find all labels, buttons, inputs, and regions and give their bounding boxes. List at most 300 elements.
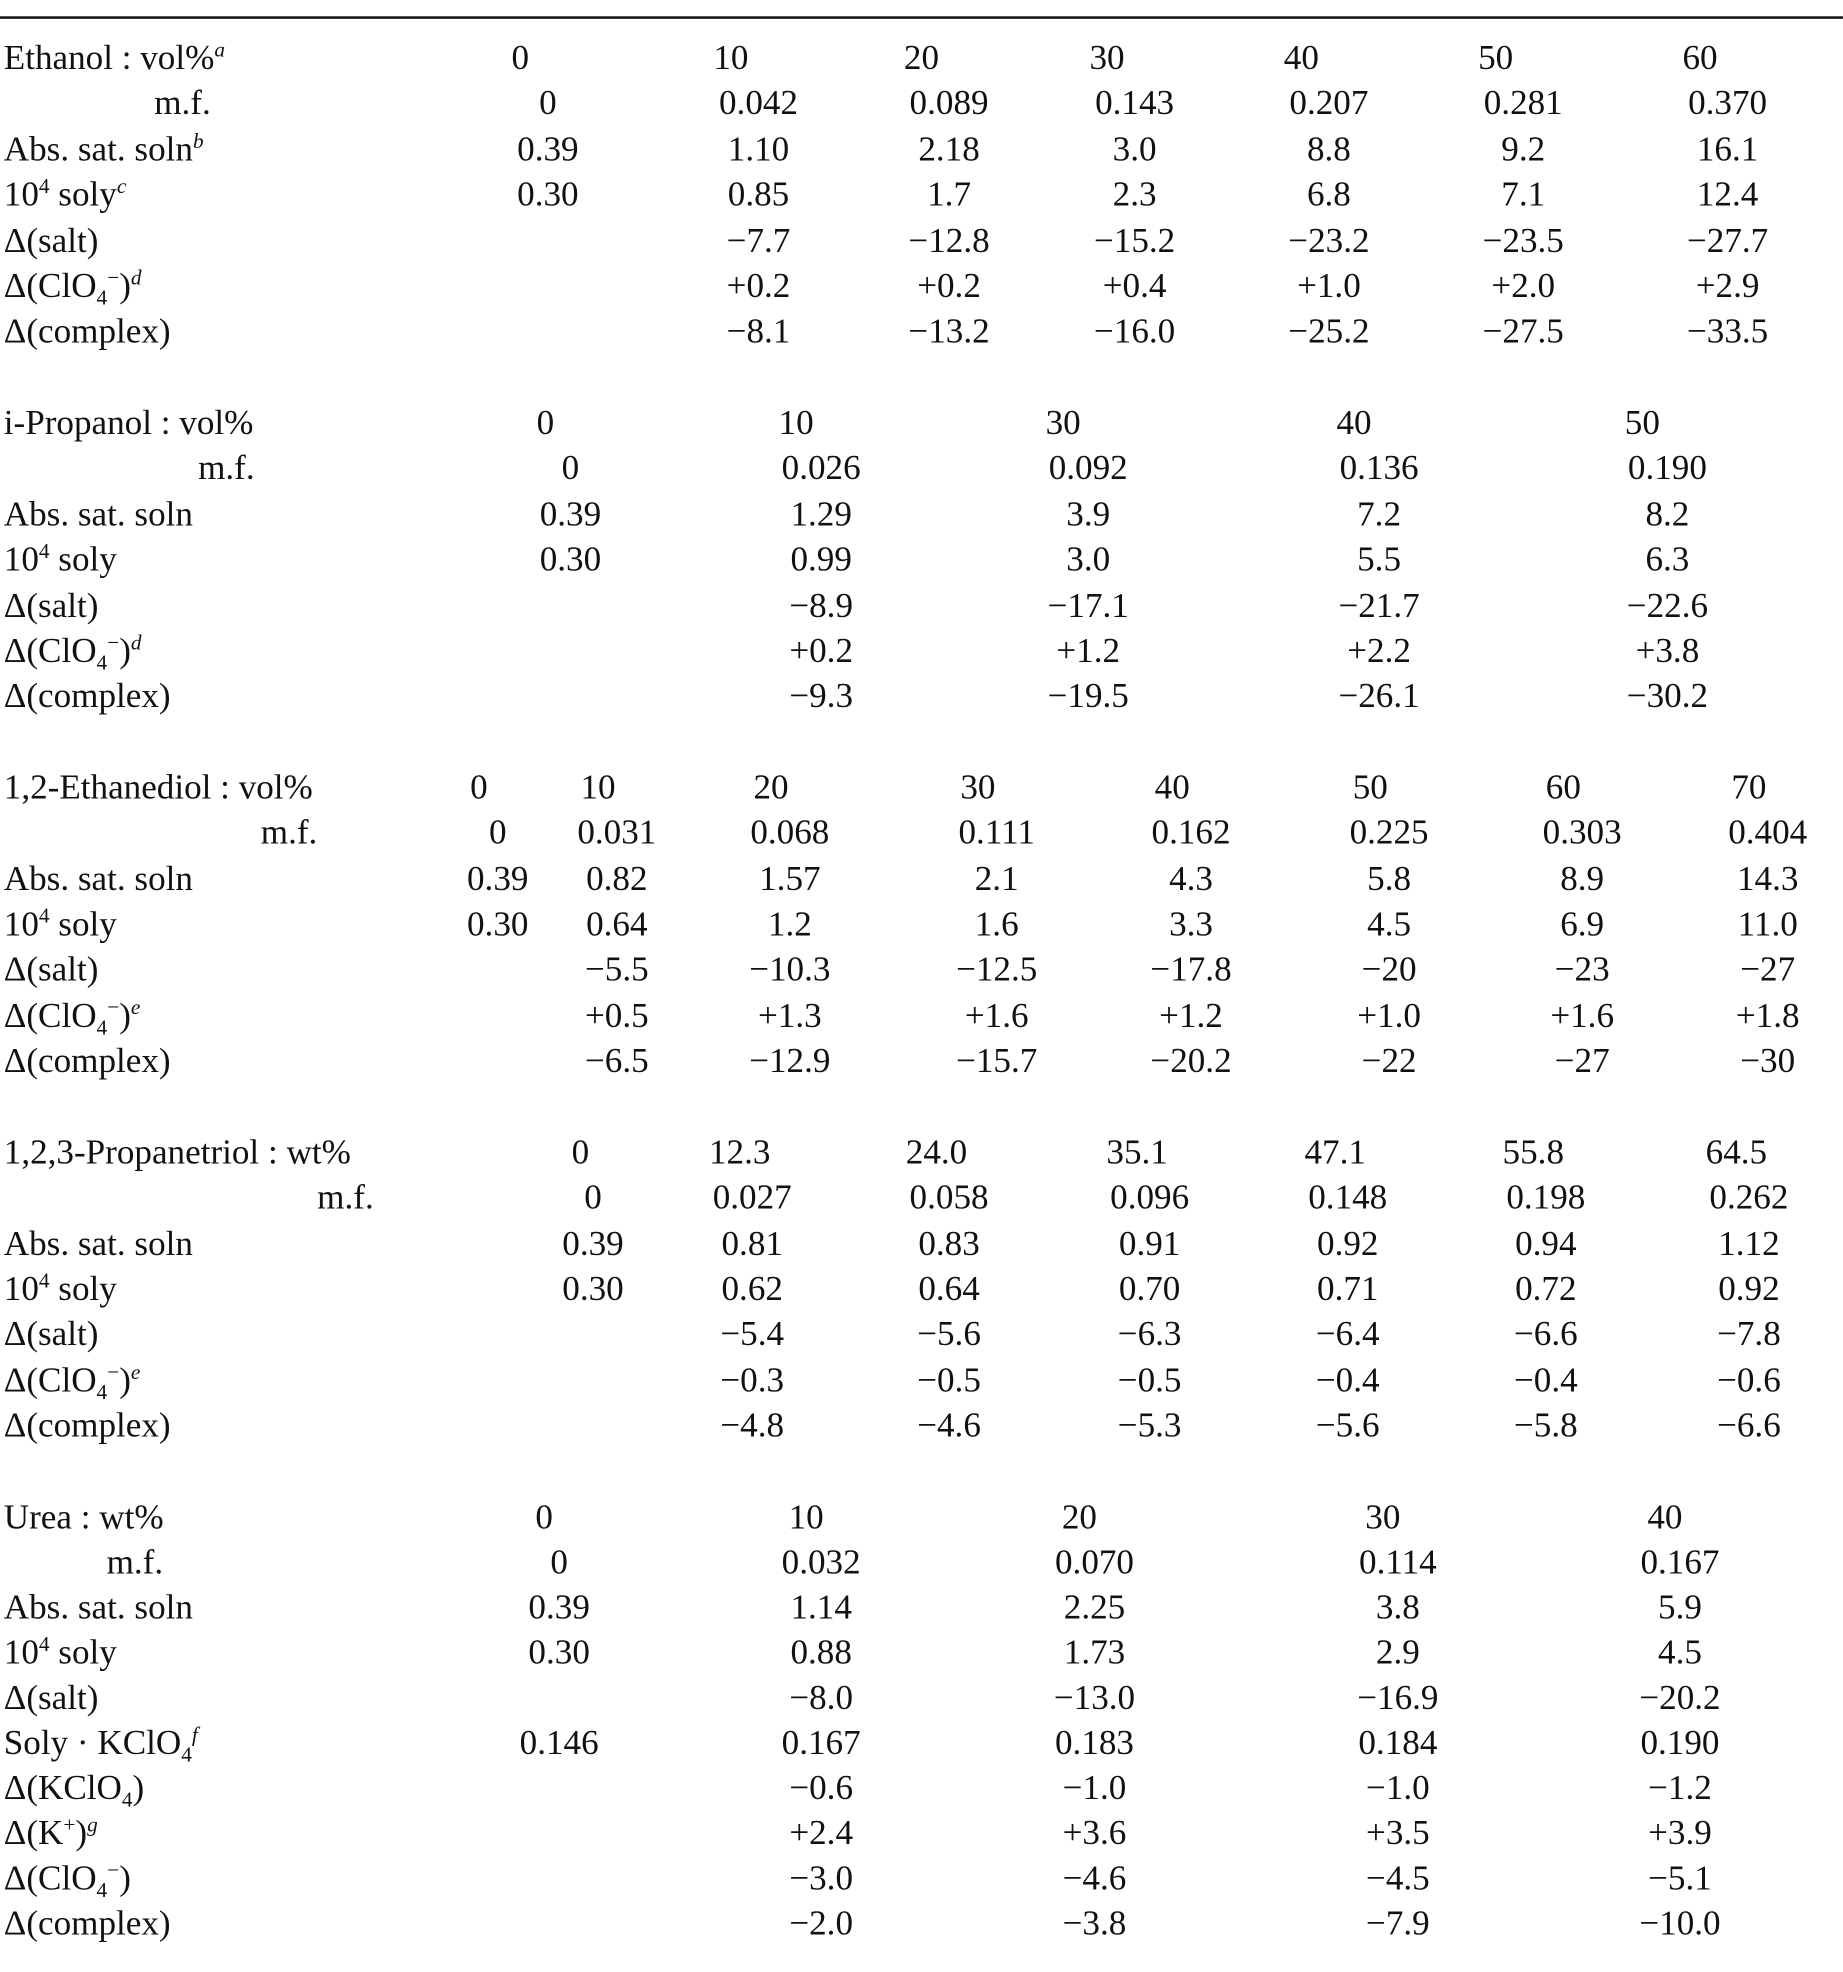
table-cell: −5.4 (720, 1315, 785, 1355)
label-text: Δ(salt) (3, 1678, 99, 1718)
table-cell: 3.0 (1112, 130, 1157, 169)
table-cell: 50 (1352, 768, 1388, 808)
table-cell: −0.5 (1117, 1360, 1182, 1400)
row-label (3, 1588, 193, 1628)
table-cell: −17.1 (1047, 586, 1129, 626)
table-cell: −8.9 (789, 586, 854, 626)
table-cell: +1.6 (1550, 996, 1615, 1035)
label-text: 10 (3, 905, 39, 944)
table-cell: −13.0 (1053, 1678, 1136, 1718)
table-cell: 0.068 (750, 814, 830, 853)
table-cell: 1.10 (727, 130, 790, 169)
row-label (3, 1678, 99, 1718)
table-cell: −1.2 (1648, 1768, 1712, 1808)
table-cell: 0.148 (1308, 1178, 1388, 1218)
table-cell: 0.30 (528, 1633, 590, 1673)
label-text: ) (119, 631, 131, 671)
table-cell: 0 (488, 814, 507, 853)
row-label (198, 449, 255, 489)
table-cell: −23.5 (1482, 221, 1564, 261)
table-cell: −15.2 (1093, 221, 1176, 261)
table-cell: 0.303 (1542, 814, 1622, 853)
row-label (3, 37, 226, 78)
label-text: ) (119, 996, 131, 1035)
table-cell: +0.2 (726, 267, 791, 306)
table-cell: 0 (561, 449, 580, 489)
table-cell: 5.5 (1357, 540, 1402, 580)
table-cell: 0.190 (1640, 1723, 1720, 1763)
table-cell: 1.7 (927, 175, 971, 215)
table-cell: 40 (1283, 38, 1319, 78)
table-cell: −4.6 (917, 1406, 981, 1446)
table-cell: +2.2 (1347, 631, 1411, 671)
table-cell: −5.6 (1315, 1406, 1380, 1446)
table-cell: +0.4 (1102, 267, 1167, 306)
table-cell: 0.39 (539, 494, 602, 534)
table-cell: 0.64 (918, 1269, 980, 1309)
row-label (3, 1904, 171, 1944)
table-cell: 1.73 (1063, 1633, 1126, 1673)
table-cell: 5.8 (1367, 859, 1412, 899)
table-cell: −12.5 (956, 950, 1038, 990)
table-cell: −33.5 (1686, 312, 1769, 352)
superscript: + (63, 1812, 76, 1837)
table-cell: −27 (1740, 950, 1796, 990)
table-cell: 0.183 (1054, 1723, 1134, 1763)
row-label (3, 586, 99, 626)
table-cell: 0.94 (1515, 1224, 1577, 1264)
table-cell: 0 (470, 768, 488, 808)
table-cell: +3.9 (1648, 1814, 1712, 1853)
label-text: m.f. (106, 1543, 164, 1583)
table-cell: +1.8 (1735, 996, 1800, 1035)
table-cell: 0.71 (1317, 1269, 1379, 1309)
table-cell: 0.88 (790, 1633, 852, 1673)
table-cell: 0.281 (1483, 84, 1563, 124)
table-cell: −0.5 (917, 1360, 981, 1400)
table-cell: 0.111 (958, 814, 1035, 853)
superscript: − (107, 630, 120, 655)
table-cell: 0.370 (1688, 84, 1768, 124)
table-cell: −20.2 (1639, 1678, 1721, 1718)
row-label (3, 128, 204, 169)
table-cell: −2.0 (789, 1904, 854, 1944)
table-cell: 0.096 (1110, 1178, 1190, 1218)
table-cell: −4.6 (1062, 1859, 1127, 1899)
table-cell: 0.82 (586, 859, 648, 899)
row-label (3, 1812, 98, 1853)
label-text: Δ(KClO (3, 1768, 122, 1808)
label-text: i-Propanol : vol% (3, 403, 254, 443)
superscript: 4 (38, 174, 50, 199)
label-text: 1,2,3-Propanetriol : wt% (3, 1133, 351, 1173)
table-cell: 0.39 (562, 1224, 624, 1264)
table-cell: −3.0 (789, 1859, 854, 1899)
table-cell: 0.30 (517, 175, 579, 215)
label-text: m.f. (260, 814, 318, 853)
table-cell: 8.8 (1306, 130, 1351, 169)
table-cell: −0.4 (1513, 1360, 1578, 1400)
superscript: c (116, 174, 127, 199)
table-cell: 3.8 (1375, 1588, 1420, 1628)
table-cell: 0.207 (1289, 84, 1369, 124)
label-text: Abs. sat. soln (3, 1588, 193, 1628)
table-cell: 0.070 (1054, 1543, 1134, 1583)
table-cell: −27 (1554, 1041, 1610, 1081)
table-cell: 0 (550, 1543, 568, 1583)
table-cell: 1.14 (790, 1588, 852, 1628)
label-text: soly (49, 175, 117, 215)
table-cell: 3.3 (1169, 905, 1213, 944)
table-cell: 0.027 (712, 1178, 792, 1218)
table-cell: 2.1 (974, 859, 1019, 899)
row-label (154, 84, 211, 124)
table-cell: 64.5 (1705, 1133, 1768, 1173)
label-text: 10 (3, 175, 39, 215)
row-label (3, 1498, 164, 1538)
table-cell: 0.114 (1359, 1543, 1437, 1583)
row-label (3, 1406, 171, 1446)
table-cell: 0.72 (1515, 1269, 1577, 1309)
label-text: Δ(ClO (3, 267, 97, 306)
table-cell: 20 (1061, 1498, 1097, 1538)
table-cell: −0.4 (1315, 1360, 1380, 1400)
table-cell: 12.4 (1696, 175, 1759, 215)
row-label (106, 1543, 164, 1583)
table-cell: 0.83 (918, 1224, 980, 1264)
row-label (3, 859, 193, 899)
table-cell: 3.9 (1066, 494, 1111, 534)
table-cell: −8.0 (789, 1678, 854, 1718)
label-text: m.f. (154, 84, 211, 124)
row-label (3, 1268, 117, 1309)
table-cell: 60 (1545, 768, 1581, 808)
superscript: b (192, 128, 204, 153)
label-text: Δ(ClO (3, 1360, 97, 1400)
superscript: − (107, 265, 120, 290)
table-cell: 0.64 (586, 905, 648, 944)
subscript: 4 (96, 1379, 108, 1404)
table-cell: 70 (1731, 768, 1767, 808)
table-cell: −6.6 (1513, 1315, 1578, 1355)
label-text: soly (49, 1269, 117, 1309)
table-cell: 14.3 (1737, 859, 1799, 899)
row-label (3, 221, 99, 261)
label-text: Δ(salt) (3, 950, 99, 990)
table-cell: +2.9 (1695, 267, 1760, 306)
subscript: 4 (121, 1787, 133, 1812)
table-cell: 0.92 (1718, 1269, 1780, 1309)
table-cell: 0.85 (727, 175, 790, 215)
table-cell: 11.0 (1737, 905, 1798, 944)
row-label (3, 403, 254, 443)
row-label (3, 494, 193, 534)
table-cell: 5.9 (1658, 1588, 1702, 1628)
superscript: − (107, 1359, 120, 1384)
table-cell: 0.031 (577, 814, 657, 853)
table-cell: 0.136 (1339, 449, 1419, 489)
subscript: 4 (181, 1742, 192, 1767)
table-cell: +1.0 (1357, 996, 1421, 1035)
top-rule (0, 16, 1843, 18)
table-cell: −21.7 (1338, 586, 1420, 626)
table-cell: 60 (1682, 38, 1718, 78)
table-cell: +1.2 (1159, 996, 1223, 1035)
label-text: Δ(complex) (3, 1406, 171, 1446)
table-cell: +3.5 (1366, 1814, 1430, 1853)
table-cell: −10.3 (749, 950, 831, 990)
label-text: Δ(salt) (3, 586, 99, 626)
table-cell: 10 (788, 1498, 824, 1538)
table-cell: 4.3 (1169, 859, 1213, 899)
table-cell: 0.225 (1349, 814, 1429, 853)
table-cell: 0.167 (1640, 1543, 1720, 1583)
row-label (3, 950, 99, 990)
table-cell: −30.2 (1626, 677, 1709, 717)
label-text: 10 (3, 1633, 39, 1673)
table-cell: 0.81 (721, 1224, 783, 1264)
table-cell: 7.2 (1357, 494, 1402, 534)
row-label (317, 1178, 374, 1218)
table-cell: −5.1 (1648, 1859, 1712, 1899)
superscript: 4 (38, 1632, 50, 1657)
table-cell: 0.146 (519, 1723, 599, 1763)
table-cell: 8.9 (1560, 859, 1605, 899)
table-cell: 4.5 (1367, 905, 1412, 944)
row-label (3, 312, 171, 352)
table-cell: 0.30 (562, 1269, 624, 1309)
table-cell: 1.57 (759, 859, 821, 899)
table-cell: −0.6 (789, 1768, 854, 1808)
table-cell: −0.3 (720, 1360, 785, 1400)
table-cell: 16.1 (1696, 130, 1759, 169)
row-label (3, 174, 127, 215)
table-cell: +0.2 (789, 631, 854, 671)
table-cell: −13.2 (908, 312, 990, 352)
table-cell: −20 (1361, 950, 1417, 990)
table-cell: −12.8 (908, 221, 990, 261)
label-text: Δ(ClO (3, 631, 97, 671)
table-cell: 30 (1365, 1498, 1401, 1538)
table-cell: 30 (1045, 403, 1081, 443)
superscript: d (130, 265, 142, 290)
table-cell: 0.032 (781, 1543, 861, 1583)
table-cell: 0.62 (721, 1269, 783, 1309)
table-cell: −5.6 (917, 1315, 981, 1355)
table-cell: −27.7 (1686, 221, 1769, 261)
table-cell: +1.3 (757, 996, 822, 1035)
table-cell: 0.99 (790, 540, 852, 580)
table-cell: 6.3 (1645, 540, 1690, 580)
subscript: 4 (96, 285, 108, 310)
superscript: g (87, 1812, 98, 1837)
table-cell: −26.1 (1338, 677, 1420, 717)
table-cell: +3.6 (1062, 1814, 1127, 1853)
table-cell: 0.026 (781, 449, 861, 489)
table-cell: 2.18 (918, 130, 980, 169)
row-label (3, 1315, 99, 1355)
table-cell: 55.8 (1502, 1133, 1564, 1173)
table-cell: 6.9 (1560, 905, 1605, 944)
table-cell: −10.0 (1639, 1904, 1721, 1944)
label-text: ) (132, 1768, 145, 1808)
table-cell: 0.30 (539, 540, 602, 580)
table-cell: −19.5 (1047, 677, 1129, 717)
table-cell: 47.1 (1304, 1133, 1366, 1173)
table-cell: −30 (1740, 1041, 1796, 1081)
table-cell: 1.29 (790, 494, 852, 534)
table-cell: 0.042 (718, 84, 798, 124)
table-cell: 0 (511, 38, 530, 78)
superscript: a (214, 37, 226, 62)
table-cell: −16.9 (1357, 1678, 1439, 1718)
table-cell: 0 (535, 1498, 553, 1538)
superscript: f (191, 1722, 198, 1747)
row-label (3, 994, 141, 1039)
table-cell: −22 (1361, 1041, 1417, 1081)
row-label (3, 1857, 131, 1902)
table-cell: 10 (778, 403, 814, 443)
label-text: Abs. sat. soln (3, 859, 193, 899)
table-cell: −8.1 (726, 312, 791, 352)
label-text: Δ(complex) (3, 1041, 171, 1081)
row-label (3, 768, 313, 808)
row-label (3, 630, 142, 675)
table-cell: −6.5 (584, 1041, 649, 1081)
table-cell: 2.25 (1063, 1588, 1126, 1628)
row-label (3, 903, 117, 944)
label-text: m.f. (317, 1178, 374, 1218)
subscript: 4 (96, 650, 108, 675)
table-cell: 10 (713, 38, 749, 78)
table-cell: 0.91 (1118, 1224, 1181, 1264)
table-cell: 12.3 (708, 1133, 771, 1173)
table-cell: 20 (903, 38, 940, 78)
table-cell: 1.2 (767, 905, 812, 944)
table-cell: −12.9 (749, 1041, 831, 1081)
table-cell: 0 (536, 403, 555, 443)
superscript: e (130, 994, 141, 1019)
table-cell: 50 (1624, 403, 1660, 443)
table-cell: 40 (1647, 1498, 1683, 1538)
table-cell: 0.089 (909, 84, 989, 124)
table-cell: −4.8 (720, 1406, 785, 1446)
table-cell: −5.3 (1117, 1406, 1182, 1446)
superscript: d (130, 630, 142, 655)
label-text: Δ(salt) (3, 221, 99, 261)
label-text: Δ(ClO (3, 1859, 97, 1899)
label-text: Δ(complex) (3, 677, 171, 717)
table-cell: 4.5 (1658, 1633, 1702, 1673)
table-cell: 30 (1089, 38, 1125, 78)
table-cell: 0.262 (1709, 1178, 1789, 1218)
table-cell: 24.0 (905, 1133, 968, 1173)
table-cell: 10 (580, 768, 616, 808)
row-label (3, 1768, 145, 1812)
table-cell: 0.39 (528, 1588, 590, 1628)
table-cell: −0.6 (1717, 1360, 1781, 1400)
row-label (3, 1224, 193, 1264)
label-text: 1,2-Ethanediol : vol% (3, 768, 313, 808)
table-cell: 7.1 (1501, 175, 1546, 215)
table-cell: 0.198 (1506, 1178, 1586, 1218)
table-cell: −7.8 (1717, 1315, 1781, 1355)
table-cell: −22.6 (1626, 586, 1709, 626)
table-cell: 35.1 (1106, 1133, 1168, 1173)
subscript: 4 (96, 1878, 108, 1902)
table-cell: 8.2 (1645, 494, 1690, 534)
table-cell: −6.3 (1117, 1315, 1182, 1355)
label-text: Abs. sat. soln (3, 494, 193, 534)
table-cell: +0.5 (584, 996, 649, 1035)
table-cell: +0.2 (917, 267, 981, 306)
row-label (3, 1041, 171, 1081)
table-cell: 30 (960, 768, 996, 808)
label-text: Soly · KClO (3, 1723, 182, 1763)
row-label (3, 1632, 117, 1673)
row-label (3, 1722, 198, 1767)
table-cell: −9.3 (789, 677, 854, 717)
label-text: ) (119, 1360, 131, 1400)
row-label (260, 814, 318, 853)
table-cell: 0.143 (1095, 84, 1175, 124)
label-text: Δ(K (3, 1814, 64, 1853)
table-cell: 0.39 (517, 130, 579, 169)
label-text: Δ(complex) (3, 1904, 171, 1944)
label-text: soly (49, 540, 117, 580)
table-cell: 0 (571, 1133, 590, 1173)
table-cell: 2.9 (1375, 1633, 1420, 1673)
row-label (3, 539, 117, 580)
row-label (3, 1133, 351, 1173)
label-text: 10 (3, 540, 39, 580)
table-cell: +3.8 (1635, 631, 1700, 671)
table-cell: −6.6 (1717, 1406, 1781, 1446)
table-cell: 0.70 (1118, 1269, 1181, 1309)
table-cell: −15.7 (956, 1041, 1038, 1081)
table-cell: 0.404 (1728, 814, 1808, 853)
table-cell: −7.9 (1366, 1904, 1430, 1944)
table-cell: 1.12 (1718, 1224, 1780, 1264)
table-cell: −5.5 (584, 950, 649, 990)
label-text: Δ(salt) (3, 1315, 99, 1355)
label-text: ) (75, 1814, 88, 1853)
table-cell: 0.058 (909, 1178, 989, 1218)
table-cell: −23.2 (1288, 221, 1370, 261)
table-cell: 0.190 (1627, 449, 1707, 489)
label-text: Abs. sat. soln (3, 1224, 193, 1264)
table-cell: 0.184 (1358, 1723, 1438, 1763)
table-cell: 0.162 (1151, 814, 1231, 853)
subscript: 4 (96, 1014, 108, 1039)
table-cell: −23 (1554, 950, 1610, 990)
table-cell: +1.6 (964, 996, 1029, 1035)
row-label (3, 1359, 141, 1404)
table-cell: −20.2 (1150, 1041, 1232, 1081)
label-text: 10 (3, 1269, 39, 1309)
table-cell: −5.8 (1513, 1406, 1578, 1446)
table-cell: −17.8 (1150, 950, 1232, 990)
label-text: Abs. sat. soln (3, 130, 193, 169)
table-cell: 0.092 (1048, 449, 1128, 489)
superscript: 4 (38, 1268, 50, 1293)
label-text: soly (49, 905, 117, 944)
label-text: Ethanol : vol% (3, 38, 215, 78)
table-cell: 50 (1478, 38, 1514, 78)
table-cell: 0.39 (467, 859, 529, 899)
table-cell: 0.30 (467, 905, 529, 944)
table-cell: 0.92 (1317, 1224, 1379, 1264)
